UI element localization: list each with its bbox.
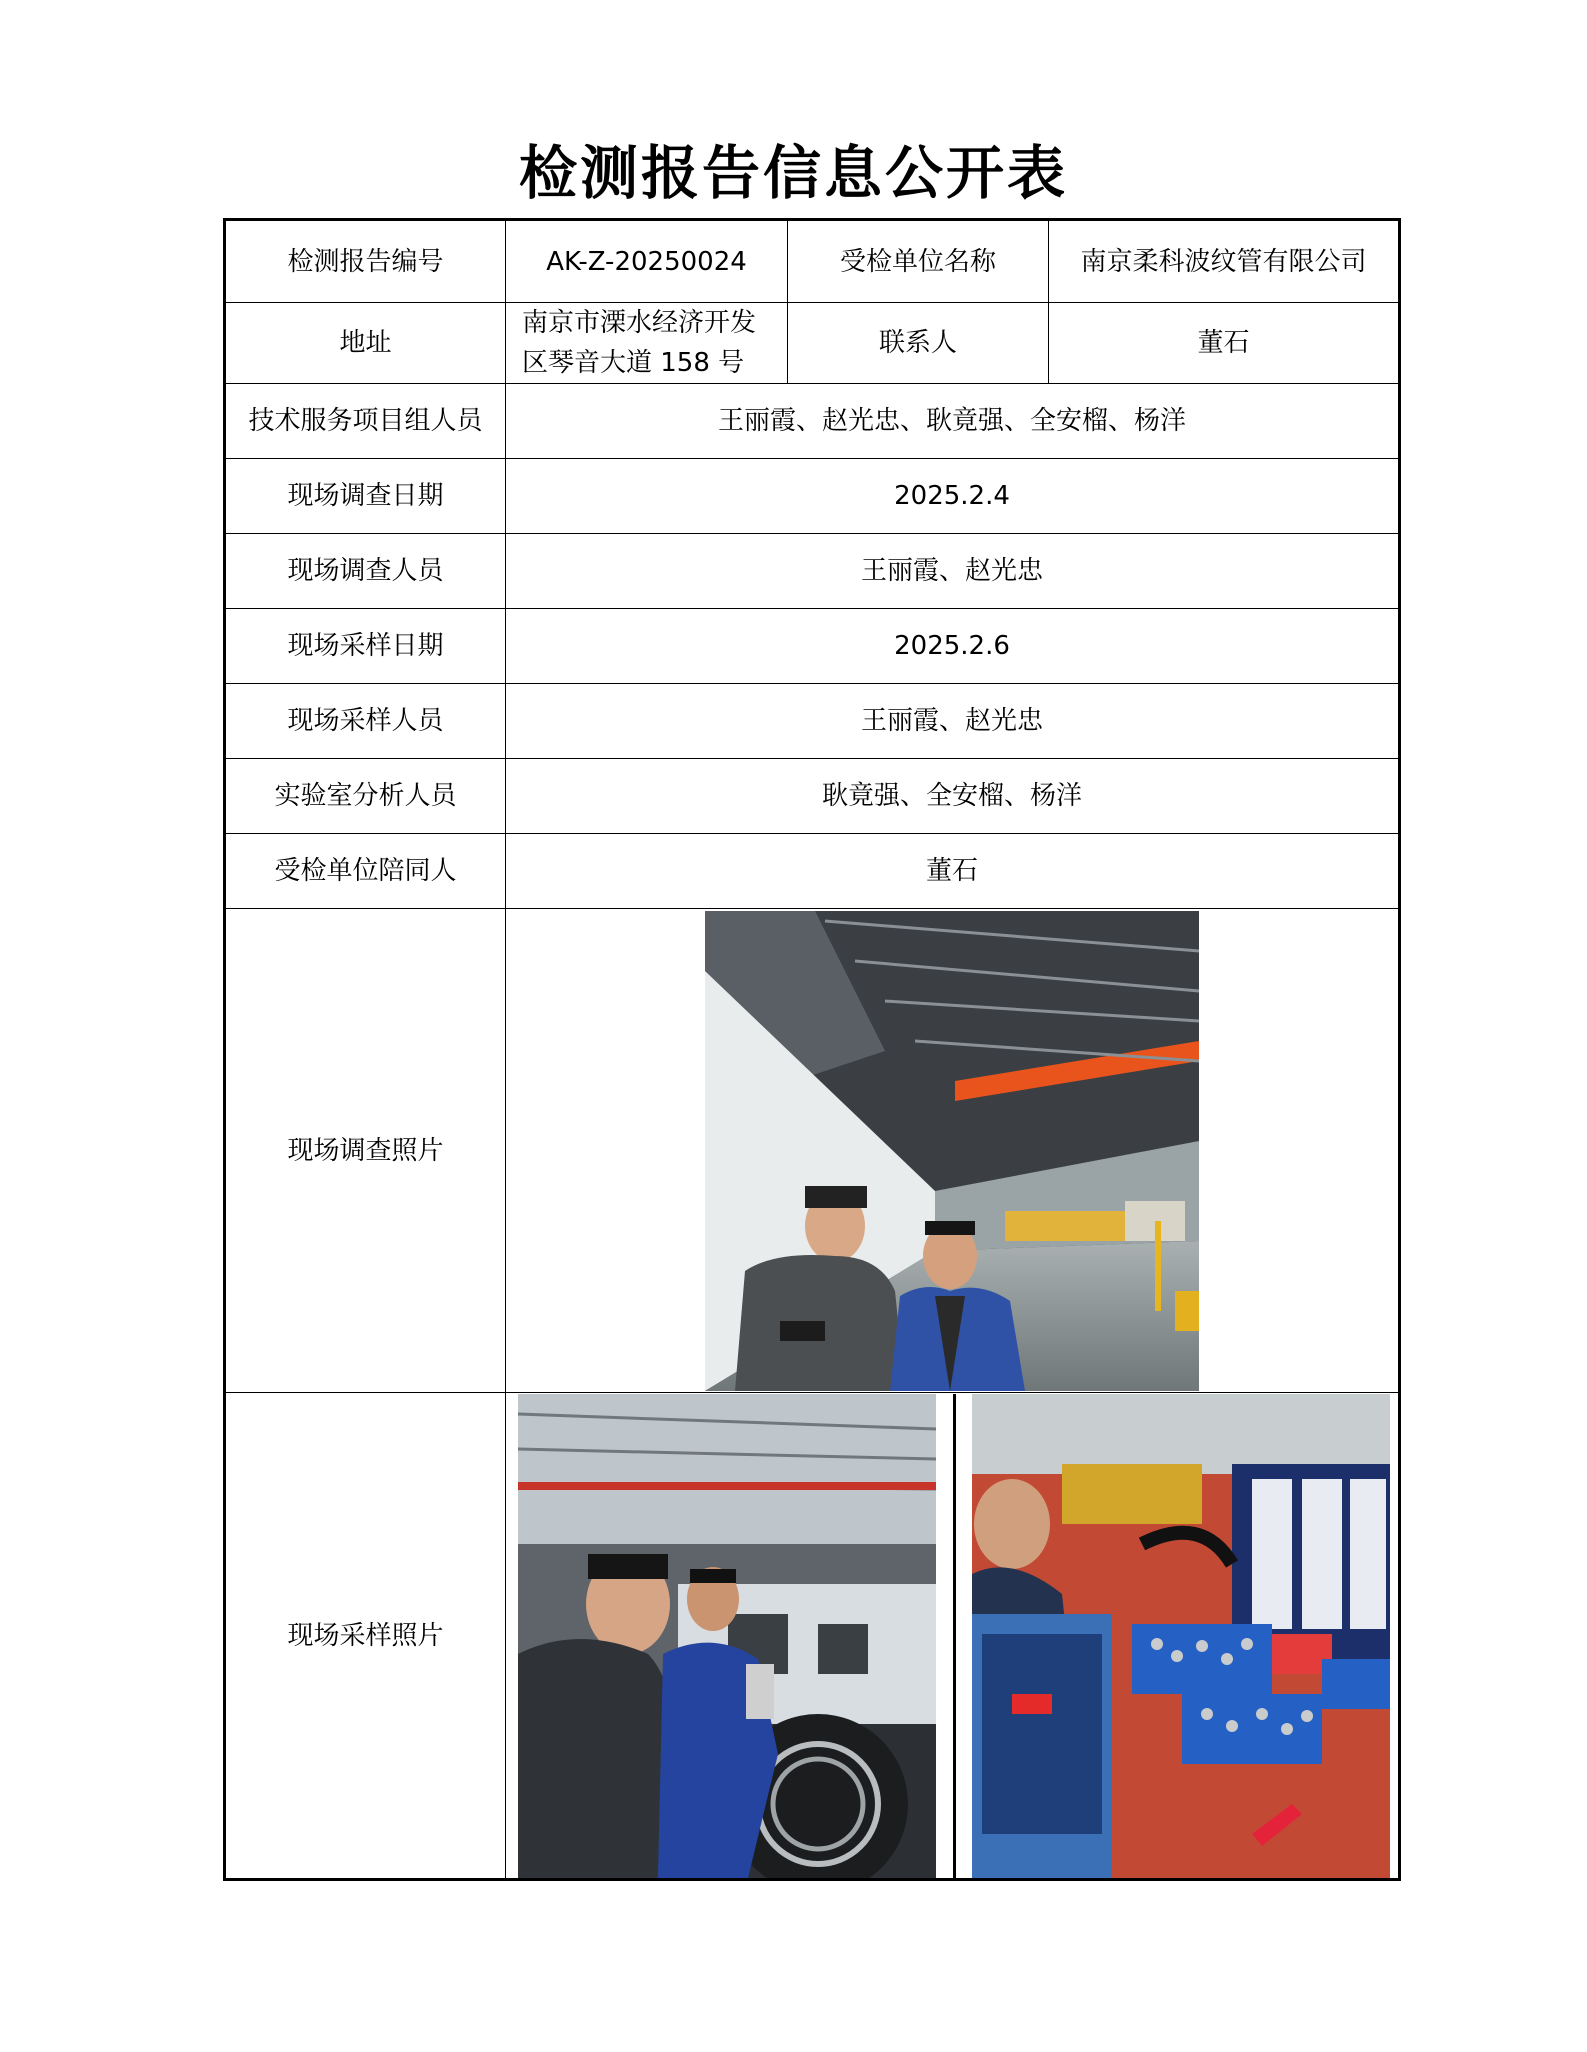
table-row xyxy=(225,303,1400,384)
sampling-photos xyxy=(506,1394,1398,1878)
sampling-photo-label: 现场采样照片 xyxy=(225,1393,506,1880)
sampling-photo-cell xyxy=(506,1393,1400,1880)
survey-date-value: 2025.2.4 xyxy=(506,459,1400,534)
table-row xyxy=(225,759,1400,834)
contact-label: 联系人 xyxy=(788,303,1049,384)
sampling-date-label: 现场采样日期 xyxy=(225,609,506,684)
table-row xyxy=(225,220,1400,303)
survey-photo-label: 现场调查照片 xyxy=(225,909,506,1393)
unit-label: 受检单位名称 xyxy=(788,220,1049,303)
survey-photo xyxy=(705,911,1199,1391)
escort-label: 受检单位陪同人 xyxy=(225,834,506,909)
sampling-date-value: 2025.2.6 xyxy=(506,609,1400,684)
table-row xyxy=(225,834,1400,909)
survey-staff-label: 现场调查人员 xyxy=(225,534,506,609)
table-row xyxy=(225,384,1400,459)
survey-photo-cell xyxy=(506,909,1400,1393)
photo-divider xyxy=(953,1394,956,1878)
table-row xyxy=(225,459,1400,534)
table-row xyxy=(225,684,1400,759)
report-table xyxy=(223,218,1401,1881)
page-title: 检测报告信息公开表 xyxy=(518,139,1068,207)
escort-value: 董石 xyxy=(506,834,1400,909)
survey-staff-value: 王丽霞、赵光忠 xyxy=(506,534,1400,609)
sampling-photo-right xyxy=(972,1394,1390,1878)
sampling-staff-value: 王丽霞、赵光忠 xyxy=(506,684,1400,759)
table-row xyxy=(225,609,1400,684)
table-row xyxy=(225,534,1400,609)
team-value: 王丽霞、赵光忠、耿竟强、全安榴、杨洋 xyxy=(506,384,1400,459)
table-row xyxy=(225,909,1400,1393)
sampling-staff-label: 现场采样人员 xyxy=(225,684,506,759)
survey-date-label: 现场调查日期 xyxy=(225,459,506,534)
address-label: 地址 xyxy=(225,303,506,384)
table-row xyxy=(225,1393,1400,1880)
contact-value: 董石 xyxy=(1049,303,1400,384)
lab-staff-value: 耿竟强、全安榴、杨洋 xyxy=(506,759,1400,834)
report-no-label: 检测报告编号 xyxy=(225,220,506,303)
team-label: 技术服务项目组人员 xyxy=(225,384,506,459)
report-no-value: AK-Z-20250024 xyxy=(506,220,788,303)
unit-value: 南京柔科波纹管有限公司 xyxy=(1049,220,1400,303)
sampling-photo-left xyxy=(518,1394,936,1878)
lab-staff-label: 实验室分析人员 xyxy=(225,759,506,834)
address-value: 南京市溧水经济开发区琴音大道 158 号 xyxy=(506,303,788,384)
